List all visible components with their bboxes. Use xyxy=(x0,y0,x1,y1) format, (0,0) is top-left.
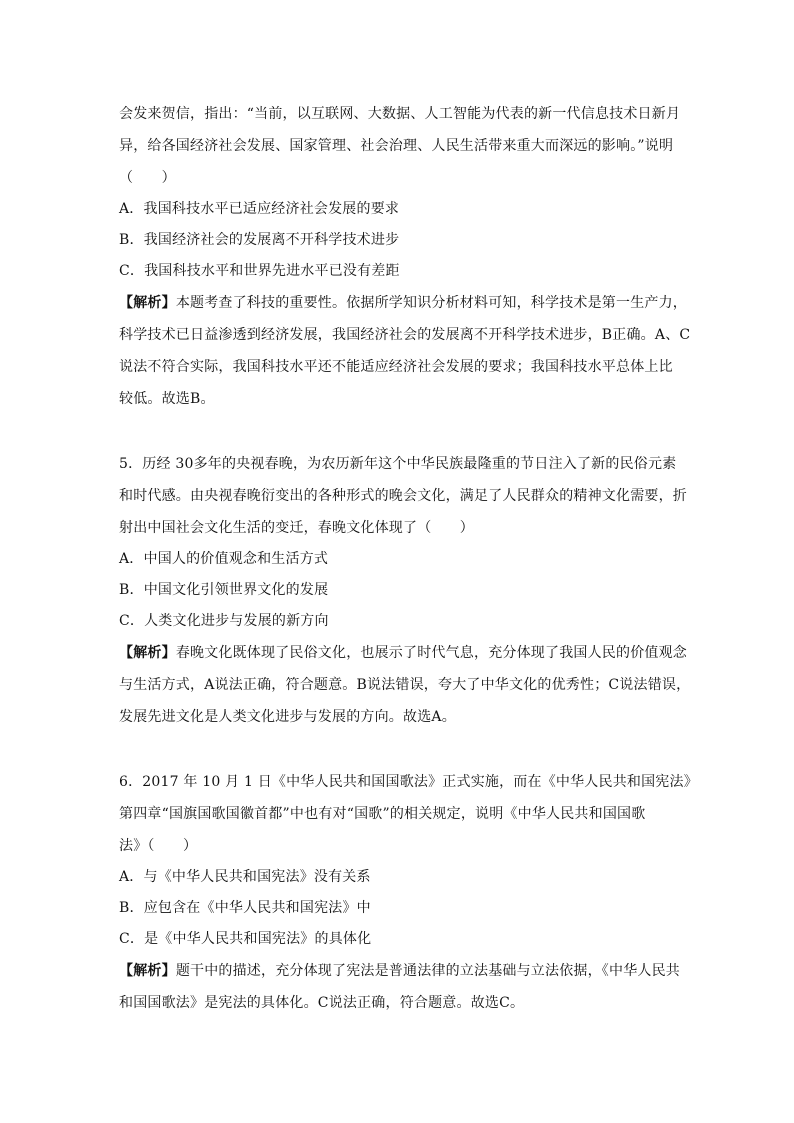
analysis-line xyxy=(119,955,679,987)
analysis-text: 题干中的描述，充分体现了宪法是普通法律的立法基础与立法依据，《中华人民共 xyxy=(175,963,681,979)
question-stem-line: 和时代感。由央视春晚衍变出的各种形式的晚会文化，满足了人民群众的精神文化需要，折 xyxy=(119,488,687,504)
option-b: B．我国经济社会的发展离不开科学技术进步 xyxy=(119,232,400,248)
question-stem-line: 5．历经 30多年的央视春晚，为农历新年这个中华民族最隆重的节日注入了新的民俗元素 xyxy=(119,456,677,472)
question-stem-line: 6．2017 年 10 月 1 日《中华人民共和国国歌法》正式实施，而在《中华人民共和国宪法》 xyxy=(119,774,698,790)
question-stem-line: 法》（ ） xyxy=(119,838,198,854)
analysis-text: 春晚文化既体现了民俗文化，也展示了时代气息，充分体现了我国人民的价值观念 xyxy=(175,645,688,661)
option-b: B．中国文化引领世界文化的发展 xyxy=(119,582,329,598)
option-a: A．中国人的价值观念和生活方式 xyxy=(119,551,329,567)
question-stem-line: 异，给各国经济社会发展、国家管理、社会治理、人民生活带来重大而深远的影响。”说明 xyxy=(119,138,674,154)
question-stem-line: 第四章“国旗国歌国徽首都”中也有对“国歌”的相关规定，说明《中华人民共和国国歌 xyxy=(119,806,646,822)
question-6 xyxy=(119,766,698,1019)
analysis-label: 【解析】 xyxy=(119,645,176,661)
option-c: C．是《中华人民共和国宪法》的具体化 xyxy=(119,931,372,947)
option-c: C．我国科技水平和世界先进水平已没有差距 xyxy=(119,263,400,279)
question-5 xyxy=(119,448,691,733)
analysis-text: 本题考查了科技的重要性。依据所学知识分析材料可知，科学技术是第一生产力， xyxy=(175,295,688,311)
option-a: A．与《中华人民共和国宪法》没有关系 xyxy=(119,869,371,885)
analysis-line: 和国国歌法》是宪法的具体化。C说法正确，符合题意。故选C。 xyxy=(119,995,525,1011)
analysis-label: 【解析】 xyxy=(119,295,176,311)
spacer xyxy=(119,733,679,766)
option-b: B．应包含在《中华人民共和国宪法》中 xyxy=(119,900,371,916)
analysis-line: 说法不符合实际，我国科技水平还不能适应经济社会发展的要求；我国科技水平总体上比 xyxy=(119,359,673,375)
analysis-line: 科学技术已日益渗透到经济发展，我国经济社会的发展离不开科学技术进步，B正确。A、C xyxy=(119,327,691,343)
spacer xyxy=(119,415,679,448)
question-4 xyxy=(119,98,691,415)
option-a: A．我国科技水平已适应经济社会发展的要求 xyxy=(119,201,400,217)
analysis-line xyxy=(119,287,688,319)
question-stem-line: （ ） xyxy=(119,170,176,186)
analysis-line: 发展先进文化是人类文化进步与发展的方向。故选A。 xyxy=(119,709,456,725)
analysis-label: 【解析】 xyxy=(119,963,176,979)
analysis-line: 较低。故选B。 xyxy=(119,391,215,407)
question-stem-line: 会发来贺信，指出：“当前，以互联网、大数据、人工智能为代表的新一代信息技术日新月 xyxy=(119,106,681,122)
analysis-line xyxy=(119,637,688,669)
analysis-line: 与生活方式，A说法正确，符合题意。B说法错误，夸大了中华文化的优秀性；C说法错误， xyxy=(119,677,691,693)
option-c: C．人类文化进步与发展的新方向 xyxy=(119,613,329,629)
question-stem-line: 射出中国社会文化生活的变迁，春晚文化体现了（ ） xyxy=(119,520,474,536)
document-page xyxy=(119,98,698,1019)
